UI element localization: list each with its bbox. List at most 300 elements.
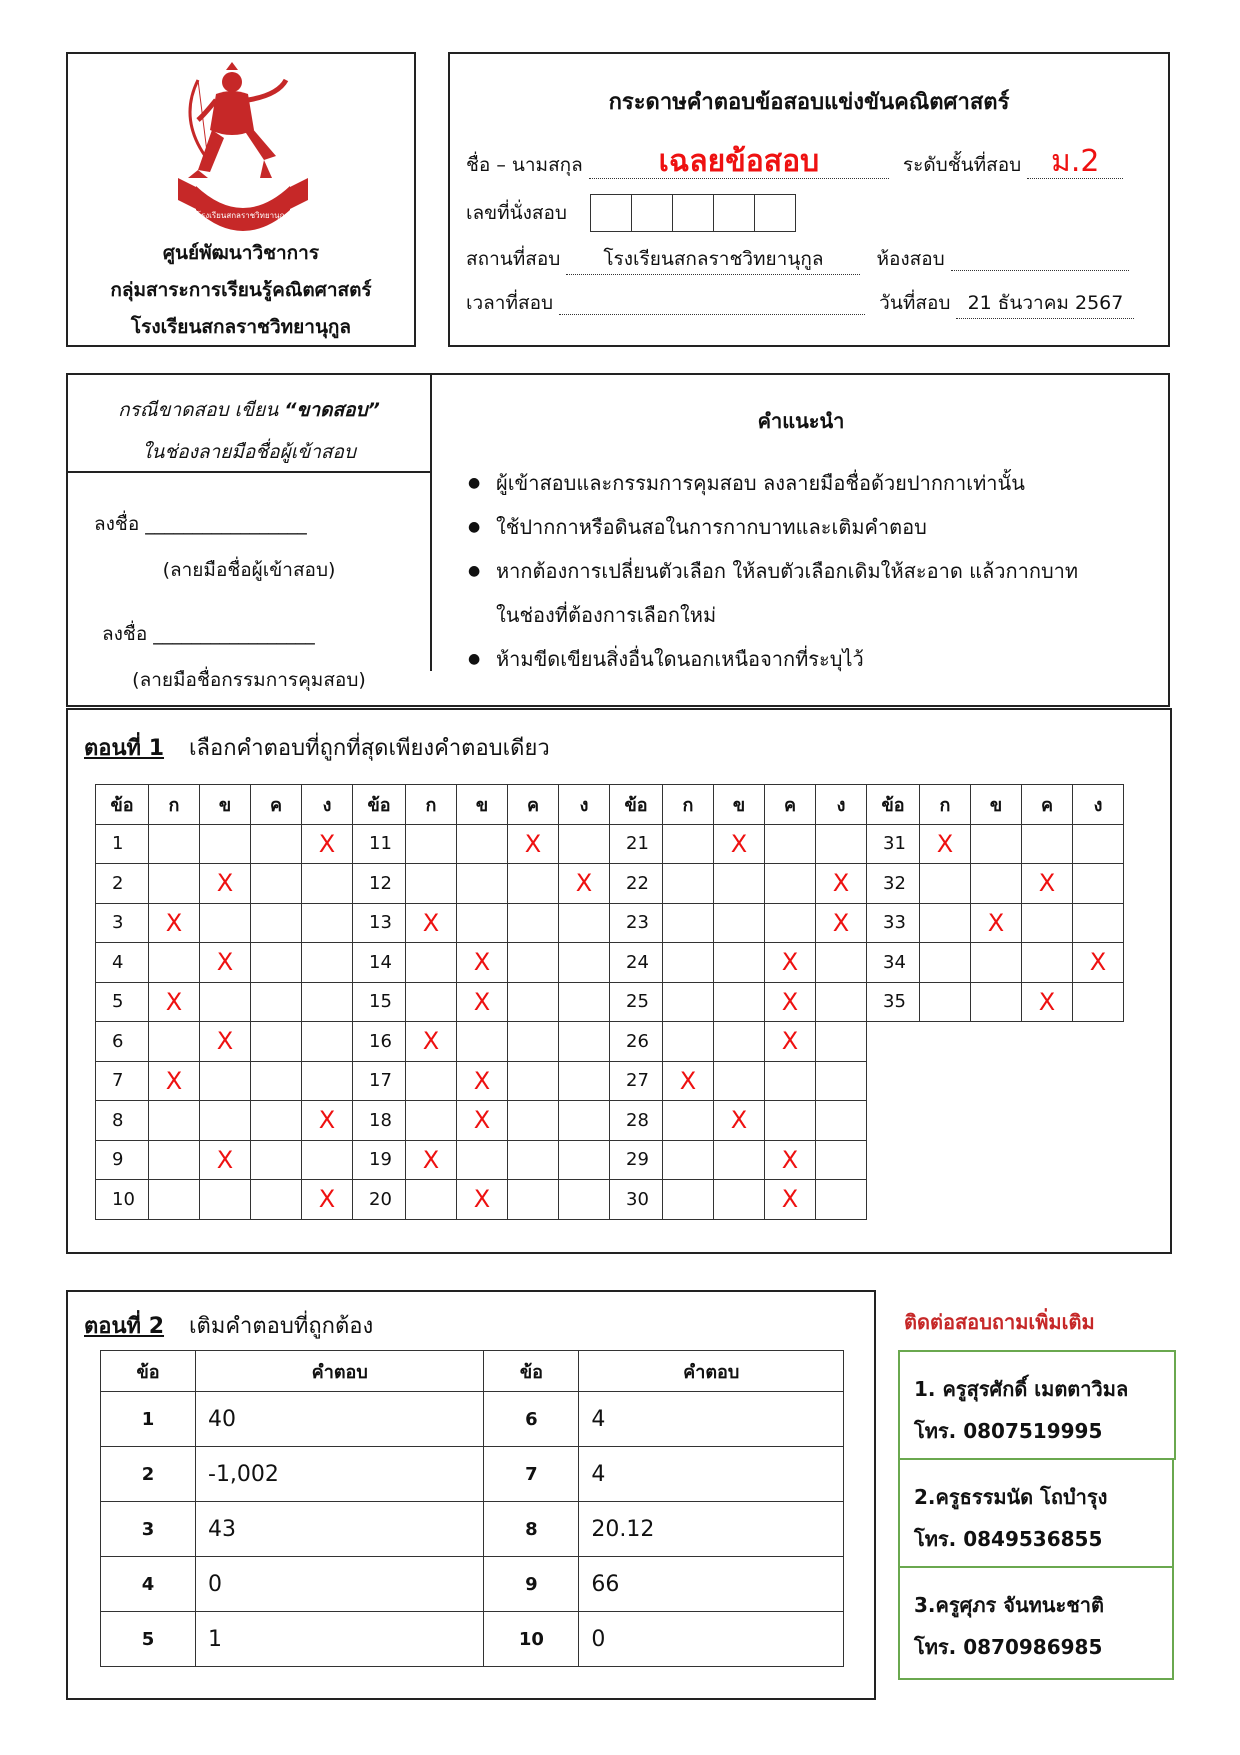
answer-cell[interactable]: -1,002 xyxy=(196,1447,484,1502)
empty-cell xyxy=(1022,1061,1073,1101)
choice-cell[interactable] xyxy=(765,903,816,943)
part2-box xyxy=(66,1290,876,1700)
empty-cell xyxy=(1022,1022,1073,1062)
question-number: 33 xyxy=(867,903,920,943)
cross-mark: X xyxy=(575,869,593,898)
choice-cell[interactable] xyxy=(302,864,353,904)
choice-cell[interactable] xyxy=(663,824,714,864)
choice-cell[interactable] xyxy=(663,982,714,1022)
choice-cell[interactable] xyxy=(1022,824,1073,864)
choice-cell[interactable] xyxy=(200,1022,251,1062)
empty-cell xyxy=(920,1140,971,1180)
choice-cell[interactable] xyxy=(971,903,1022,943)
choice-cell[interactable] xyxy=(1073,864,1124,904)
question-number: 4 xyxy=(96,943,149,983)
answer-cell[interactable]: 40 xyxy=(196,1392,484,1447)
choice-cell[interactable] xyxy=(1073,943,1124,983)
question-number: 2 xyxy=(96,864,149,904)
choice-cell[interactable] xyxy=(714,903,765,943)
empty-cell xyxy=(1022,1180,1073,1220)
choice-cell[interactable] xyxy=(1022,982,1073,1022)
choice-cell[interactable] xyxy=(457,1022,508,1062)
choice-cell[interactable] xyxy=(149,982,200,1022)
choice-cell[interactable] xyxy=(406,1022,457,1062)
choice-cell[interactable] xyxy=(559,824,610,864)
cross-mark: X xyxy=(422,1027,440,1056)
choice-cell[interactable] xyxy=(457,1140,508,1180)
contact-card xyxy=(898,1458,1174,1568)
choice-cell[interactable] xyxy=(251,1180,302,1220)
question-number: 9 xyxy=(484,1557,579,1612)
choice-cell[interactable] xyxy=(765,824,816,864)
choice-cell[interactable] xyxy=(920,982,971,1022)
choice-cell[interactable] xyxy=(457,982,508,1022)
choice-cell[interactable] xyxy=(816,943,867,983)
instruction-item: ● ใช้ปากกาหรือดินสอในการกากบาทและเติมคำตอบ xyxy=(496,505,1176,549)
choice-cell[interactable] xyxy=(251,982,302,1022)
choice-cell[interactable] xyxy=(149,903,200,943)
cross-mark: X xyxy=(165,987,183,1016)
question-number: 34 xyxy=(867,943,920,983)
cross-mark: X xyxy=(318,1106,336,1135)
question-number: 10 xyxy=(96,1180,149,1220)
answer-cell[interactable]: 20.12 xyxy=(579,1502,844,1557)
name-field[interactable]: เฉลยข้อสอบ xyxy=(589,146,889,179)
choice-cell[interactable] xyxy=(149,1022,200,1062)
level-label: ระดับชั้นที่สอบ xyxy=(902,154,1022,176)
choice-cell[interactable] xyxy=(816,1140,867,1180)
question-number: 3 xyxy=(96,903,149,943)
choice-cell[interactable] xyxy=(765,982,816,1022)
choice-cell[interactable] xyxy=(457,824,508,864)
col-header-choice: ก xyxy=(663,785,714,825)
choice-cell[interactable] xyxy=(251,1101,302,1141)
choice-cell[interactable] xyxy=(457,864,508,904)
place-field[interactable]: โรงเรียนสกลราชวิทยานุกูล xyxy=(566,244,860,275)
logo-ribbon-text: โรงเรียนสกลราชวิทยานุกูล xyxy=(196,211,290,220)
choice-cell[interactable] xyxy=(1073,903,1124,943)
empty-cell xyxy=(1022,1101,1073,1141)
choice-cell[interactable] xyxy=(816,1061,867,1101)
choice-cell[interactable] xyxy=(714,982,765,1022)
question-number: 18 xyxy=(353,1101,406,1141)
choice-cell[interactable] xyxy=(663,1022,714,1062)
question-number: 24 xyxy=(610,943,663,983)
empty-cell xyxy=(867,1061,920,1101)
table-row xyxy=(96,1022,1124,1062)
seat-digit-box[interactable] xyxy=(632,194,673,232)
question-number: 6 xyxy=(96,1022,149,1062)
cross-mark: X xyxy=(473,987,491,1016)
answer-cell[interactable]: 4 xyxy=(579,1447,844,1502)
choice-cell[interactable] xyxy=(663,1140,714,1180)
cross-mark: X xyxy=(781,987,799,1016)
col-header-choice: ก xyxy=(920,785,971,825)
col-header-no: ข้อ xyxy=(484,1351,579,1392)
question-number: 7 xyxy=(484,1447,579,1502)
answer-cell[interactable]: 4 xyxy=(579,1392,844,1447)
choice-cell[interactable] xyxy=(149,864,200,904)
proctor-signature-line[interactable]: ลงชื่อ _________________ xyxy=(102,623,315,645)
col-header-choice: ง xyxy=(559,785,610,825)
choice-cell[interactable] xyxy=(302,903,353,943)
cross-mark: X xyxy=(473,1066,491,1095)
choice-cell[interactable] xyxy=(149,1180,200,1220)
choice-cell[interactable] xyxy=(302,1180,353,1220)
instruction-item: ● ผู้เข้าสอบและกรรมการคุมสอบ ลงลายมือชื่อด้วยปากกาเท่านั้น xyxy=(496,461,1176,505)
instruction-item-continued: ในช่องที่ต้องการเลือกใหม่ xyxy=(496,603,717,627)
choice-cell[interactable] xyxy=(559,1180,610,1220)
empty-cell xyxy=(1073,1022,1124,1062)
question-number: 25 xyxy=(610,982,663,1022)
choice-cell[interactable] xyxy=(559,1061,610,1101)
choice-cell[interactable] xyxy=(714,1101,765,1141)
choice-cell[interactable] xyxy=(971,982,1022,1022)
choice-cell[interactable] xyxy=(1022,903,1073,943)
seat-number-boxes xyxy=(590,194,796,232)
choice-cell[interactable] xyxy=(714,824,765,864)
cross-mark: X xyxy=(730,829,748,858)
table-row xyxy=(101,1447,844,1502)
level-field[interactable]: ม.2 xyxy=(1027,146,1123,179)
choice-cell[interactable] xyxy=(406,943,457,983)
col-header-answer: คำตอบ xyxy=(579,1351,844,1392)
choice-cell[interactable] xyxy=(508,1140,559,1180)
col-header-answer: คำตอบ xyxy=(196,1351,484,1392)
cross-mark: X xyxy=(473,1185,491,1214)
choice-cell[interactable] xyxy=(406,864,457,904)
col-header-no: ข้อ xyxy=(101,1351,196,1392)
part1-description: เลือกคำตอบที่ถูกที่สุดเพียงคำตอบเดียว xyxy=(189,736,550,761)
instruction-item: ● ห้ามขีดเขียนสิ่งอื่นใดนอกเหนือจากที่ระบุไว้ xyxy=(496,637,1176,681)
choice-cell[interactable] xyxy=(200,903,251,943)
col-header-choice: ค xyxy=(251,785,302,825)
choice-cell[interactable] xyxy=(663,864,714,904)
empty-cell xyxy=(867,1022,920,1062)
col-header-choice: ง xyxy=(816,785,867,825)
choice-cell[interactable] xyxy=(251,1061,302,1101)
choice-cell[interactable] xyxy=(302,1140,353,1180)
choice-cell[interactable] xyxy=(1073,982,1124,1022)
choice-cell[interactable] xyxy=(714,943,765,983)
col-header-choice: ค xyxy=(508,785,559,825)
answer-cell[interactable]: 1 xyxy=(196,1612,484,1667)
choice-cell[interactable] xyxy=(816,824,867,864)
choice-cell[interactable] xyxy=(714,1140,765,1180)
choice-cell[interactable] xyxy=(920,943,971,983)
choice-cell[interactable] xyxy=(149,943,200,983)
answer-cell[interactable]: 0 xyxy=(579,1612,844,1667)
choice-cell[interactable] xyxy=(816,864,867,904)
empty-cell xyxy=(920,1180,971,1220)
seat-digit-box[interactable] xyxy=(755,194,796,232)
choice-cell[interactable] xyxy=(559,1101,610,1141)
examinee-signature-line[interactable]: ลงชื่อ _________________ xyxy=(94,513,307,535)
choice-cell[interactable] xyxy=(200,982,251,1022)
choice-cell[interactable] xyxy=(508,1101,559,1141)
question-number: 30 xyxy=(610,1180,663,1220)
choice-cell[interactable] xyxy=(559,1022,610,1062)
choice-cell[interactable] xyxy=(508,1180,559,1220)
question-number: 12 xyxy=(353,864,406,904)
time-label: เวลาที่สอบ xyxy=(466,292,554,314)
empty-cell xyxy=(1073,1180,1124,1220)
choice-cell[interactable] xyxy=(200,1180,251,1220)
empty-cell xyxy=(920,1101,971,1141)
choice-cell[interactable] xyxy=(508,824,559,864)
choice-cell[interactable] xyxy=(765,943,816,983)
choice-cell[interactable] xyxy=(302,1101,353,1141)
place-label: สถานที่สอบ xyxy=(466,248,561,270)
choice-cell[interactable] xyxy=(508,982,559,1022)
cross-mark: X xyxy=(1089,948,1107,977)
table-row xyxy=(96,982,1124,1022)
choice-cell[interactable] xyxy=(200,1061,251,1101)
table-row xyxy=(96,824,1124,864)
candidate-info-box xyxy=(448,52,1170,347)
question-number: 16 xyxy=(353,1022,406,1062)
cross-mark: X xyxy=(1038,987,1056,1016)
choice-cell[interactable] xyxy=(559,982,610,1022)
choice-cell[interactable] xyxy=(406,903,457,943)
seat-digit-box[interactable] xyxy=(673,194,714,232)
seat-digit-box[interactable] xyxy=(590,194,632,232)
choice-cell[interactable] xyxy=(457,943,508,983)
absent-note-line1: กรณีขาดสอบ เขียน “ขาดสอบ” xyxy=(118,399,380,421)
empty-cell xyxy=(971,1140,1022,1180)
question-number: 1 xyxy=(101,1392,196,1447)
question-number: 27 xyxy=(610,1061,663,1101)
choice-cell[interactable] xyxy=(251,824,302,864)
signature-instructions-box xyxy=(66,373,1170,707)
school-emblem-logo xyxy=(168,60,318,235)
choice-cell[interactable] xyxy=(1022,864,1073,904)
question-number: 28 xyxy=(610,1101,663,1141)
contact-card xyxy=(898,1350,1176,1460)
choice-cell[interactable] xyxy=(149,1140,200,1180)
proctor-signature-caption: (ลายมือชื่อกรรมการคุมสอบ) xyxy=(132,669,366,691)
choice-cell[interactable] xyxy=(559,864,610,904)
choice-cell[interactable] xyxy=(302,824,353,864)
col-header-choice: ค xyxy=(765,785,816,825)
empty-cell xyxy=(867,1140,920,1180)
choice-cell[interactable] xyxy=(765,864,816,904)
table-row xyxy=(96,943,1124,983)
question-number: 2 xyxy=(101,1447,196,1502)
choice-cell[interactable] xyxy=(406,982,457,1022)
col-header-question: ข้อ xyxy=(96,785,149,825)
choice-cell[interactable] xyxy=(663,943,714,983)
choice-cell[interactable] xyxy=(149,824,200,864)
empty-cell xyxy=(1073,1140,1124,1180)
cross-mark: X xyxy=(216,1145,234,1174)
choice-cell[interactable] xyxy=(765,1180,816,1220)
choice-cell[interactable] xyxy=(457,1061,508,1101)
choice-cell[interactable] xyxy=(765,1101,816,1141)
choice-cell[interactable] xyxy=(508,1022,559,1062)
choice-cell[interactable] xyxy=(251,864,302,904)
school-name: โรงเรียนสกลราชวิทยานุกูล xyxy=(130,316,352,338)
col-header-choice: ง xyxy=(302,785,353,825)
table-row xyxy=(96,1140,1124,1180)
choice-cell[interactable] xyxy=(406,1101,457,1141)
choice-cell[interactable] xyxy=(149,1061,200,1101)
date-field[interactable]: 21 ธันวาคม 2567 xyxy=(956,288,1134,319)
choice-cell[interactable] xyxy=(816,903,867,943)
choice-cell[interactable] xyxy=(920,824,971,864)
dept-name: กลุ่มสาระการเรียนรู้คณิตศาสตร์ xyxy=(110,279,372,301)
choice-cell[interactable] xyxy=(1073,824,1124,864)
choice-cell[interactable] xyxy=(302,1022,353,1062)
choice-cell[interactable] xyxy=(765,1061,816,1101)
choice-cell[interactable] xyxy=(508,943,559,983)
empty-cell xyxy=(1022,1140,1073,1180)
choice-cell[interactable] xyxy=(559,943,610,983)
choice-cell[interactable] xyxy=(816,982,867,1022)
col-header-choice: ค xyxy=(1022,785,1073,825)
choice-cell[interactable] xyxy=(200,1101,251,1141)
answer-cell[interactable]: 43 xyxy=(196,1502,484,1557)
table-row xyxy=(96,1101,1124,1141)
table-row xyxy=(96,1180,1124,1220)
part2-description: เติมคำตอบที่ถูกต้อง xyxy=(189,1314,374,1339)
cross-mark: X xyxy=(473,1106,491,1135)
choice-cell[interactable] xyxy=(765,1140,816,1180)
choice-cell[interactable] xyxy=(200,1140,251,1180)
choice-cell[interactable] xyxy=(251,943,302,983)
time-field[interactable] xyxy=(559,292,865,315)
choice-cell[interactable] xyxy=(302,1061,353,1101)
choice-cell[interactable] xyxy=(971,824,1022,864)
empty-cell xyxy=(920,1061,971,1101)
instructions-list xyxy=(468,461,1176,681)
question-number: 9 xyxy=(96,1140,149,1180)
choice-cell[interactable] xyxy=(302,982,353,1022)
question-number: 8 xyxy=(484,1502,579,1557)
choice-cell[interactable] xyxy=(971,864,1022,904)
cross-mark: X xyxy=(1038,869,1056,898)
answer-cell[interactable]: 66 xyxy=(579,1557,844,1612)
cross-mark: X xyxy=(216,1027,234,1056)
cross-mark: X xyxy=(832,908,850,937)
table-row xyxy=(101,1392,844,1447)
name-label: ชื่อ – นามสกุล xyxy=(466,154,583,176)
room-field[interactable] xyxy=(951,248,1129,271)
empty-cell xyxy=(867,1101,920,1141)
choice-cell[interactable] xyxy=(714,1180,765,1220)
question-number: 21 xyxy=(610,824,663,864)
choice-cell[interactable] xyxy=(406,1180,457,1220)
choice-cell[interactable] xyxy=(559,1140,610,1180)
choice-cell[interactable] xyxy=(663,1180,714,1220)
choice-cell[interactable] xyxy=(251,903,302,943)
fill-in-answer-table xyxy=(100,1350,844,1667)
choice-cell[interactable] xyxy=(816,1022,867,1062)
choice-cell[interactable] xyxy=(816,1101,867,1141)
school-logo-box xyxy=(66,52,416,347)
question-number: 17 xyxy=(353,1061,406,1101)
col-header-choice: ก xyxy=(149,785,200,825)
choice-cell[interactable] xyxy=(508,903,559,943)
empty-cell xyxy=(971,1022,1022,1062)
choice-cell[interactable] xyxy=(920,903,971,943)
choice-cell[interactable] xyxy=(457,1101,508,1141)
question-number: 31 xyxy=(867,824,920,864)
seat-label: เลขที่นั่งสอบ xyxy=(466,202,567,224)
cross-mark: X xyxy=(781,1145,799,1174)
choice-cell[interactable] xyxy=(714,1061,765,1101)
col-header-question: ข้อ xyxy=(610,785,663,825)
choice-cell[interactable] xyxy=(663,903,714,943)
contact-name: 1. ครูสุรศักดิ์ เมตตาวิมล xyxy=(914,1377,1129,1401)
answer-sheet-title: กระดาษคำตอบข้อสอบแข่งขันคณิตศาสตร์ xyxy=(608,90,1010,115)
question-number: 3 xyxy=(101,1502,196,1557)
choice-cell[interactable] xyxy=(406,1140,457,1180)
cross-mark: X xyxy=(165,1066,183,1095)
question-number: 5 xyxy=(101,1612,196,1667)
question-number: 35 xyxy=(867,982,920,1022)
cross-mark: X xyxy=(216,948,234,977)
cross-mark: X xyxy=(524,829,542,858)
choice-cell[interactable] xyxy=(508,864,559,904)
cross-mark: X xyxy=(165,908,183,937)
question-number: 15 xyxy=(353,982,406,1022)
seat-digit-box[interactable] xyxy=(714,194,755,232)
choice-cell[interactable] xyxy=(200,943,251,983)
choice-cell[interactable] xyxy=(971,943,1022,983)
choice-cell[interactable] xyxy=(251,1140,302,1180)
contact-name: 2.ครูธรรมนัด โถบำรุง xyxy=(914,1485,1108,1509)
col-header-choice: ข xyxy=(971,785,1022,825)
multiple-choice-grid xyxy=(95,784,1124,1220)
choice-cell[interactable] xyxy=(559,903,610,943)
choice-cell[interactable] xyxy=(714,1022,765,1062)
choice-cell[interactable] xyxy=(200,824,251,864)
question-number: 6 xyxy=(484,1392,579,1447)
choice-cell[interactable] xyxy=(406,824,457,864)
choice-cell[interactable] xyxy=(149,1101,200,1141)
cross-mark: X xyxy=(781,1027,799,1056)
examinee-signature-caption: (ลายมือชื่อผู้เข้าสอบ) xyxy=(162,559,336,581)
col-header-choice: ข xyxy=(714,785,765,825)
question-number: 10 xyxy=(484,1612,579,1667)
choice-cell[interactable] xyxy=(765,1022,816,1062)
choice-cell[interactable] xyxy=(200,864,251,904)
choice-cell[interactable] xyxy=(406,1061,457,1101)
question-number: 26 xyxy=(610,1022,663,1062)
choice-cell[interactable] xyxy=(1022,943,1073,983)
choice-cell[interactable] xyxy=(920,864,971,904)
choice-cell[interactable] xyxy=(457,1180,508,1220)
choice-cell[interactable] xyxy=(251,1022,302,1062)
contact-card xyxy=(898,1566,1174,1680)
choice-cell[interactable] xyxy=(457,903,508,943)
choice-cell[interactable] xyxy=(714,864,765,904)
choice-cell[interactable] xyxy=(663,1061,714,1101)
cross-mark: X xyxy=(216,869,234,898)
choice-cell[interactable] xyxy=(302,943,353,983)
contact-phone: โทร. 0870986985 xyxy=(914,1635,1103,1659)
question-number: 7 xyxy=(96,1061,149,1101)
answer-cell[interactable]: 0 xyxy=(196,1557,484,1612)
col-header-choice: ข xyxy=(200,785,251,825)
empty-cell xyxy=(971,1061,1022,1101)
part2-label: ตอนที่ 2 xyxy=(84,1314,165,1339)
choice-cell[interactable] xyxy=(816,1180,867,1220)
question-number: 4 xyxy=(101,1557,196,1612)
choice-cell[interactable] xyxy=(663,1101,714,1141)
choice-cell[interactable] xyxy=(508,1061,559,1101)
